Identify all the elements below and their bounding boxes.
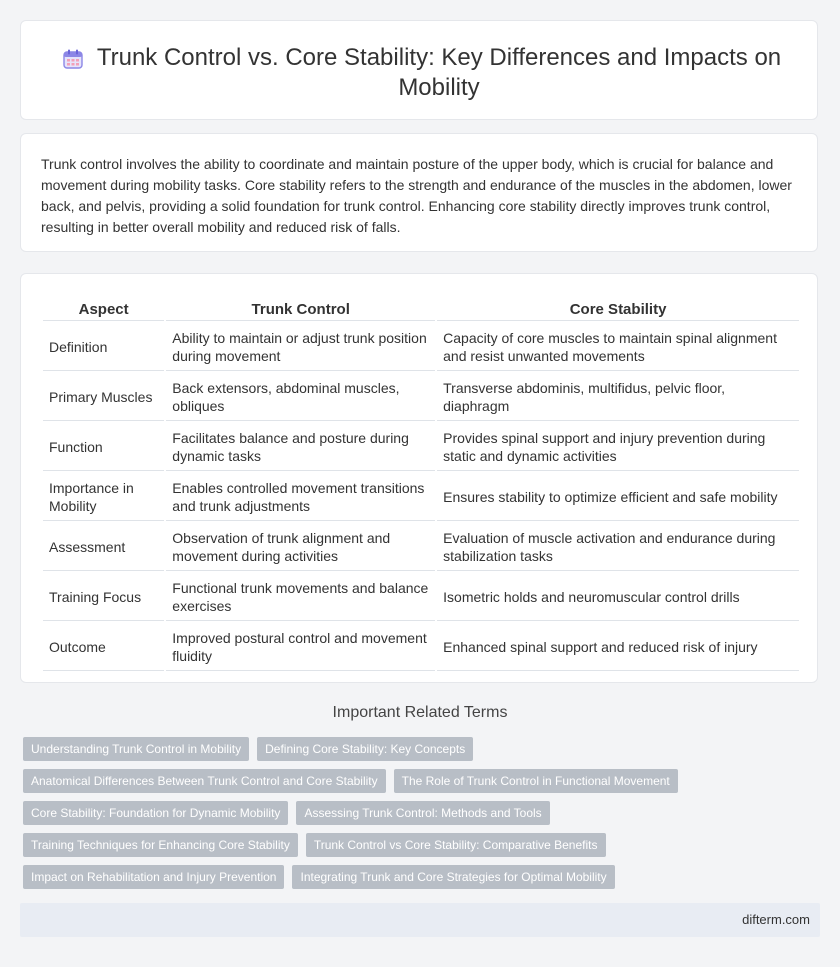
table-row <box>43 573 799 621</box>
table-cell: Transverse abdominis, multifidus, pelvic floor, diaphragm <box>437 373 799 421</box>
column-header: Core Stability <box>437 296 799 321</box>
table-cell: Observation of trunk alignment and movement during activities <box>166 523 435 571</box>
footer <box>20 903 820 937</box>
related-term-tag[interactable]: Assessing Trunk Control: Methods and Tools <box>296 801 549 825</box>
related-term-tag[interactable]: Defining Core Stability: Key Concepts <box>257 737 473 761</box>
table-cell: Improved postural control and movement fluidity <box>166 623 435 671</box>
title-card <box>20 20 818 120</box>
table-row <box>43 323 799 371</box>
table-cell: Definition <box>43 323 164 371</box>
page-title: Trunk Control vs. Core Stability: Key Differences and Impacts on Mobility <box>96 44 782 101</box>
table-cell: Evaluation of muscle activation and endurance during stabilization tasks <box>437 523 799 571</box>
table-cell: Isometric holds and neuromuscular control drills <box>437 573 799 621</box>
site-credit[interactable]: difterm.com <box>742 912 810 927</box>
table-cell: Ensures stability to optimize efficient and safe mobility <box>437 473 799 521</box>
table-header-row <box>43 296 799 321</box>
column-header: Aspect <box>43 296 164 321</box>
table-row <box>43 373 799 421</box>
related-term-tag[interactable]: Core Stability: Foundation for Dynamic Mobility <box>23 801 288 825</box>
table-cell: Training Focus <box>43 573 164 621</box>
related-term-tag[interactable]: Trunk Control vs Core Stability: Comparative Benefits <box>306 833 606 857</box>
column-header: Trunk Control <box>166 296 435 321</box>
table-cell: Back extensors, abdominal muscles, obliques <box>166 373 435 421</box>
comparison-card <box>20 273 818 683</box>
related-terms-list <box>23 737 823 897</box>
table-cell: Outcome <box>43 623 164 671</box>
related-term-tag[interactable]: Training Techniques for Enhancing Core Stability <box>23 833 298 857</box>
comparison-table <box>41 294 801 673</box>
table-cell: Functional trunk movements and balance exercises <box>166 573 435 621</box>
table-cell: Function <box>43 423 164 471</box>
related-terms-heading: Important Related Terms <box>332 704 508 721</box>
table-row <box>43 523 799 571</box>
table-cell: Provides spinal support and injury prevention during static and dynamic activities <box>437 423 799 471</box>
related-term-tag[interactable]: Anatomical Differences Between Trunk Control and Core Stability <box>23 769 386 793</box>
table-cell: Ability to maintain or adjust trunk position during movement <box>166 323 435 371</box>
table-cell: Enhanced spinal support and reduced risk of injury <box>437 623 799 671</box>
intro-card <box>20 133 818 252</box>
intro-paragraph: Trunk control involves the ability to coordinate and maintain posture of the upper body, which is crucial for balance and movement during mobility tasks. Core stability refers to the strength and endurance of the muscles in the abdomen, lower back, and pelvis, providing a solid foundation for trunk control. Enhancing core stability directly improves trunk control, resulting in better overall mobility and reduced risk of falls. <box>41 156 792 235</box>
related-term-tag[interactable]: Understanding Trunk Control in Mobility <box>23 737 249 761</box>
table-cell: Importance in Mobility <box>43 473 164 521</box>
related-term-tag[interactable]: The Role of Trunk Control in Functional Movement <box>394 769 678 793</box>
table-row <box>43 423 799 471</box>
table-row <box>43 473 799 521</box>
table-cell: Capacity of core muscles to maintain spinal alignment and resist unwanted movements <box>437 323 799 371</box>
related-term-tag[interactable]: Integrating Trunk and Core Strategies for Optimal Mobility <box>292 865 614 889</box>
related-term-tag[interactable]: Impact on Rehabilitation and Injury Prevention <box>23 865 284 889</box>
table-cell: Primary Muscles <box>43 373 164 421</box>
table-cell: Facilitates balance and posture during dynamic tasks <box>166 423 435 471</box>
table-cell: Enables controlled movement transitions and trunk adjustments <box>166 473 435 521</box>
table-cell: Assessment <box>43 523 164 571</box>
table-row <box>43 623 799 671</box>
